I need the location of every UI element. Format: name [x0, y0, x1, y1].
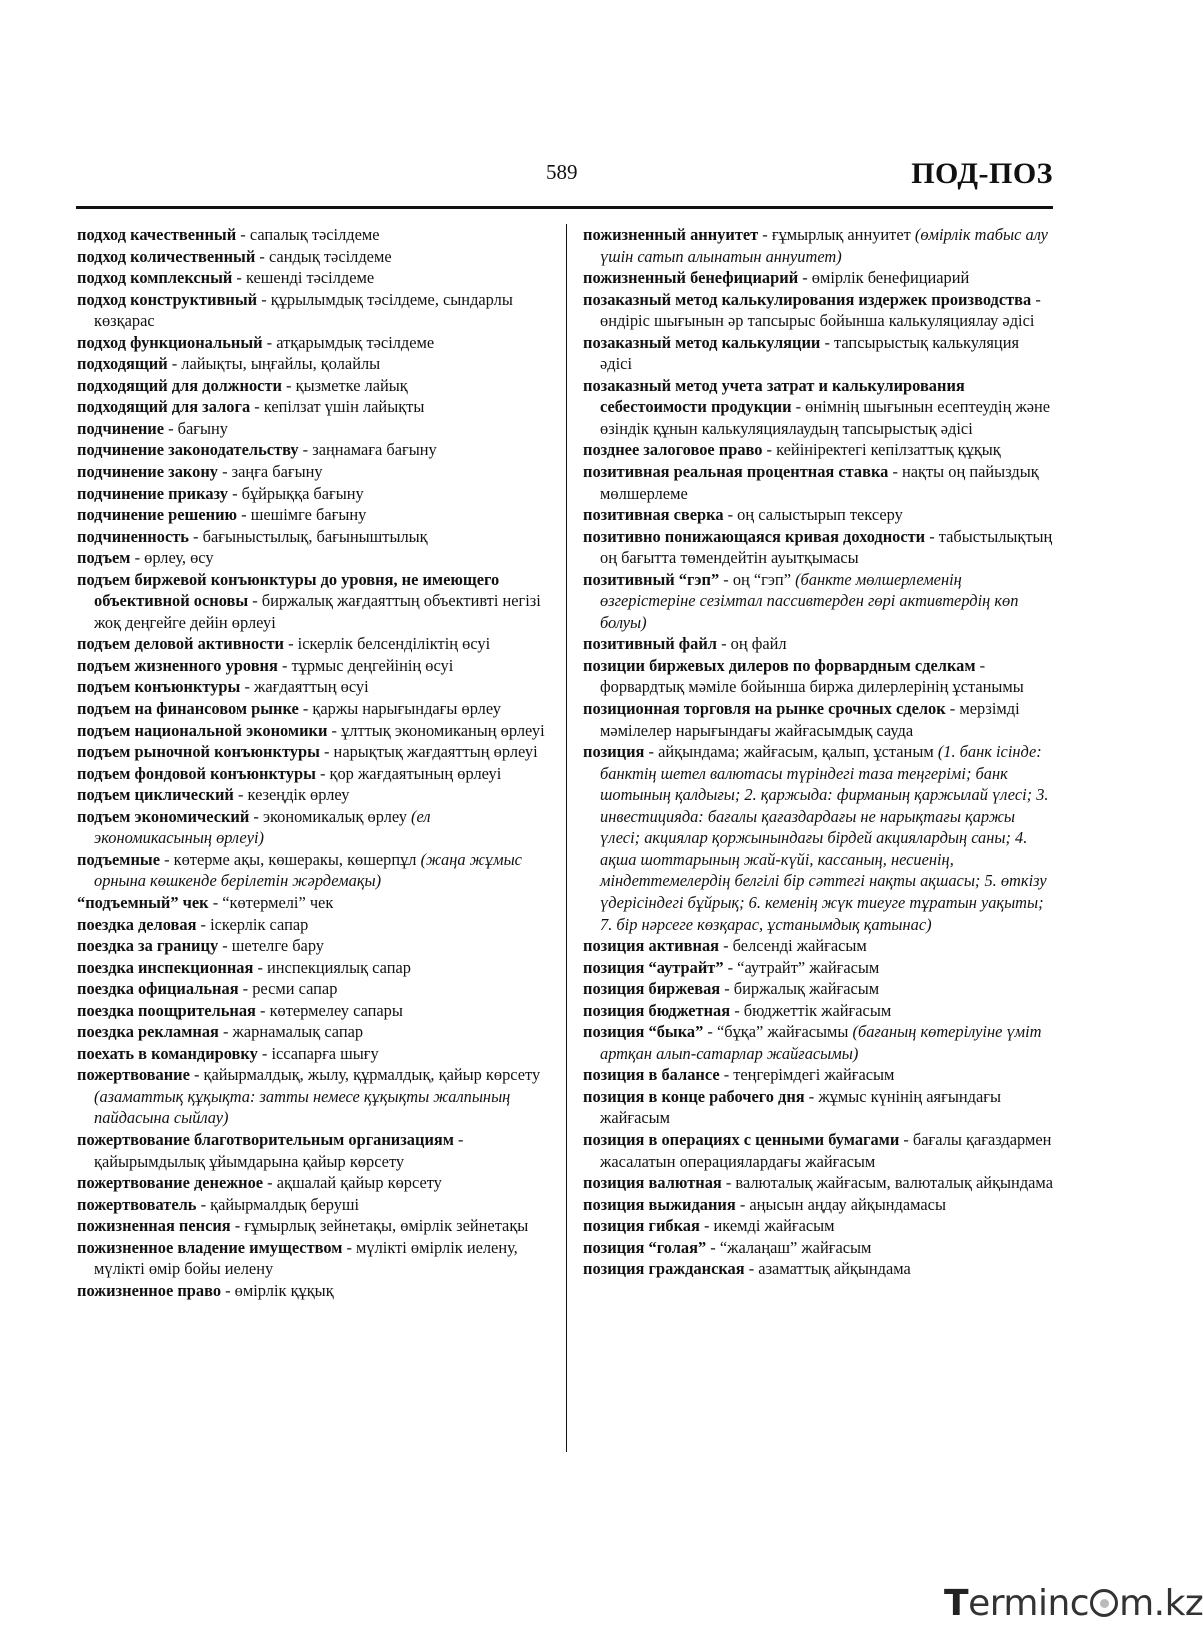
- entry-term: подъем циклический: [77, 785, 234, 805]
- entry-definition: - ғұмырлық аннуитет: [758, 225, 915, 244]
- entry-term: позиция гражданская: [583, 1259, 745, 1279]
- dictionary-entry: [583, 1064, 1053, 1086]
- entry-term: позиция валютная: [583, 1173, 722, 1193]
- entry-term: подъем биржевой конъюнктуры до уровня, не имеющего объективной основы: [77, 569, 500, 611]
- dictionary-entry: [77, 1021, 547, 1043]
- entry-term: позиция “аутрайт”: [583, 957, 724, 977]
- entry-definition: - заңнамаға бағыну: [298, 440, 437, 460]
- dictionary-entry: [77, 914, 547, 936]
- entry-term: подчиненность: [77, 526, 189, 546]
- entry-term: подчинение приказу: [77, 483, 228, 503]
- entry-term: позаказный метод учета затрат и калькулирования себестоимости продукции: [583, 375, 965, 417]
- entry-term: поехать в командировку: [77, 1043, 258, 1063]
- entry-term: пожизненный бенефициарий: [583, 268, 799, 288]
- entry-definition: - “көтермелі” чек: [208, 892, 334, 912]
- dictionary-entry: [583, 504, 1053, 526]
- dictionary-entry: [583, 978, 1053, 1000]
- entry-definition: - нақты оң пайыздық мөлшерлеме: [600, 462, 1039, 503]
- entry-term: позитивно понижающаяся кривая доходности: [583, 526, 926, 546]
- entry-term: позиционная торговля на рынке срочных сделок: [583, 699, 946, 719]
- dictionary-entry: [583, 1172, 1053, 1194]
- entry-definition: - “бұқа” жайғасымы: [703, 1022, 853, 1042]
- dictionary-entry: [583, 526, 1053, 569]
- entry-definition: - нарықтық жағдаяттың өрлеуі: [319, 742, 538, 762]
- entry-term: подъем на финансовом рынке: [77, 699, 299, 719]
- dictionary-entry: [77, 547, 547, 569]
- termincom-logo[interactable]: Terminc m.kz: [944, 1583, 1203, 1624]
- dictionary-entry: [77, 483, 547, 505]
- entry-term: подход конструктивный: [77, 289, 258, 309]
- entry-term: подчинение закону: [77, 462, 218, 482]
- left-column: [77, 224, 547, 1301]
- column-divider: [566, 224, 567, 1452]
- entry-term: поездка деловая: [77, 914, 197, 934]
- dictionary-entry: [77, 806, 547, 849]
- entry-term: подчинение: [77, 418, 165, 438]
- entry-definition: - ғұмырлық зейнетақы, өмірлік зейнетақы: [230, 1216, 529, 1236]
- entry-definition: - мерзімді мәмілелер нарығындағы жайғасымдық сауда: [600, 699, 1020, 740]
- entry-term: подход функциональный: [77, 332, 263, 352]
- entry-term: подход комплексный: [77, 268, 233, 288]
- dictionary-entry: [583, 375, 1053, 440]
- entry-term: пожертвование: [77, 1065, 190, 1085]
- dictionary-entry: [583, 1021, 1053, 1064]
- entry-definition: - қайырмалдық, жылу, құрмалдық, қайыр көрсету: [189, 1065, 541, 1085]
- entry-definition: - атқарымдық тәсілдеме: [262, 332, 435, 352]
- entry-definition: - өмірлік бенефициарий: [798, 268, 970, 288]
- dictionary-entry: [583, 935, 1053, 957]
- dictionary-entry: [77, 224, 547, 246]
- header-rule: [76, 206, 1053, 209]
- dictionary-entry: [583, 439, 1053, 461]
- dictionary-entry: [583, 1237, 1053, 1259]
- dictionary-entry: [77, 676, 547, 698]
- entry-term: подчинение решению: [77, 505, 238, 525]
- dictionary-entry: [77, 978, 547, 1000]
- dictionary-entry: [77, 1064, 547, 1129]
- entry-term: пожизненная пенсия: [77, 1216, 231, 1236]
- entry-definition: - жұмыс күнінің аяғындағы жайғасым: [600, 1086, 1001, 1128]
- entry-definition: - ақшалай қайыр көрсету: [263, 1173, 442, 1193]
- dictionary-entry: [77, 526, 547, 548]
- entry-definition: - көтерме ақы, көшеракы, көшерпұл: [159, 849, 421, 869]
- entry-term: подъем национальной экономики: [77, 720, 328, 740]
- entry-definition: - құрылымдық тәсілдеме, сындарлы көзқарас: [94, 289, 513, 331]
- entry-term: подъем экономический: [77, 806, 250, 826]
- entry-term: позиция выжидания: [583, 1194, 736, 1214]
- entry-term: пожизненное владение имуществом: [77, 1237, 343, 1257]
- dictionary-entry: [77, 957, 547, 979]
- dictionary-entry: [77, 763, 547, 785]
- dictionary-entry: [77, 375, 547, 397]
- dictionary-entry: [77, 1043, 547, 1065]
- entry-term: позиция гибкая: [583, 1216, 700, 1236]
- entry-term: поездка официальная: [77, 979, 239, 999]
- entry-term: пожизненный аннуитет: [583, 225, 759, 244]
- dictionary-entry: [583, 1215, 1053, 1237]
- entry-definition: - іскерлік белсенділіктің өсуі: [283, 634, 491, 654]
- entry-term: поездка инспекционная: [77, 957, 254, 977]
- dictionary-entry: [583, 224, 1053, 267]
- entry-definition: - жарнамалық сапар: [218, 1022, 364, 1042]
- entry-term: позиция бюджетная: [583, 1000, 731, 1020]
- dictionary-entry: [77, 741, 547, 763]
- entry-term: позиция в операциях с ценными бумагами: [583, 1129, 900, 1149]
- entry-definition: - көтермелеу сапары: [255, 1000, 403, 1020]
- dictionary-entry: [583, 289, 1053, 332]
- entry-term: позиция: [583, 742, 645, 762]
- dictionary-entry: [77, 1172, 547, 1194]
- entry-term: позиция “голая”: [583, 1237, 707, 1257]
- dictionary-entry: [77, 1280, 547, 1302]
- entry-definition: - табыстылықтың оң бағытта төмендейтін ауытқымасы: [600, 526, 1053, 568]
- entry-definition: - өнімнің шығынын есептеудің және өзіндік құнын калькуляциялаудың тапсырыстық әдісі: [600, 397, 1051, 438]
- dictionary-entry: [77, 439, 547, 461]
- entry-term: пожертвователь: [77, 1194, 197, 1214]
- entry-term: позаказный метод калькулирования издержек производства: [583, 289, 1032, 309]
- entry-term: позиция активная: [583, 936, 720, 956]
- entry-definition: - қор жағдаятының өрлеуі: [315, 763, 502, 783]
- dictionary-entry: [583, 655, 1053, 698]
- dictionary-entry: [583, 1258, 1053, 1280]
- entry-term: поездка за границу: [77, 936, 219, 956]
- entry-term: пожертвование благотворительным организациям: [77, 1129, 454, 1149]
- entry-definition: - лайықты, ыңғайлы, қолайлы: [167, 354, 381, 374]
- entry-definition: - аңысын аңдау айқындамасы: [735, 1194, 946, 1214]
- entry-note: (азаматтық құқықта: затты немесе құқықты жалпының пайдасына сыйлау): [94, 1086, 511, 1128]
- dictionary-entry: [77, 396, 547, 418]
- dictionary-entry: [77, 892, 547, 914]
- entry-definition: - кепілзат үшін лайықты: [250, 397, 425, 417]
- dictionary-entry: [77, 418, 547, 440]
- dictionary-entry: [77, 332, 547, 354]
- dictionary-entry: [583, 698, 1053, 741]
- entry-definition: - оң салыстырып тексеру: [723, 505, 903, 525]
- dictionary-entry: [583, 1086, 1053, 1129]
- dictionary-entry: [77, 1215, 547, 1237]
- dictionary-entry: [583, 741, 1053, 935]
- entry-term: позитивный файл: [583, 634, 717, 654]
- entry-term: поездка поощрительная: [77, 1000, 256, 1020]
- dictionary-entry: [583, 957, 1053, 979]
- dictionary-entry: [583, 1129, 1053, 1172]
- entry-definition: - экономикалық өрлеу: [249, 806, 412, 826]
- entry-definition: - қайырымдылық ұйымдарына қайыр көрсету: [94, 1129, 464, 1171]
- entry-note: (жаңа жұмыс орнына көшкенде берілетін жәрдемақы): [94, 849, 522, 891]
- dictionary-entry: [77, 289, 547, 332]
- dictionary-entry: [77, 267, 547, 289]
- entry-definition: - бюджеттік жайғасым: [730, 1000, 892, 1020]
- entry-definition: - айқындама; жайғасым, қалып, ұстаным: [644, 742, 938, 762]
- entry-term: подъем рыночной конъюнктуры: [77, 742, 320, 762]
- entry-term: позиция в конце рабочего дня: [583, 1086, 805, 1106]
- page-header-range: ПОД-ПОЗ: [911, 157, 1053, 190]
- dictionary-entry: [77, 353, 547, 375]
- entry-definition: - іссапарға шығу: [257, 1043, 379, 1063]
- entry-term: подчинение законодательству: [77, 440, 299, 460]
- dictionary-entry: [77, 246, 547, 268]
- entry-term: пожертвование денежное: [77, 1173, 264, 1193]
- entry-note: (1. банк ісінде: банктің шетел валютасы түріндегі таза теңгерімі; банк шотының қалдығы; 2. қаржыда: фирманың қаржылай үлесі; 3. инвестицияда: бағалы қағаздардағы не нарықтағы қаржы үлесі; акциялар қоржынындағы бірдей акциялардың саны; 4. ақша шоттарының жай-күйі, кассаның, несиенің, міндеттемелердің белгілі бір сәттегі нақты ақшасы; 5. өткізу үдерісіндегі бұйрық; 6. кеменің жүк тиеуге тұратын уақыты; 7. бір нәрсеге көзқарас, ұстанымдық қатынас): [600, 742, 1049, 934]
- dictionary-entry: [583, 461, 1053, 504]
- entry-definition: - кезеңдік өрлеу: [233, 785, 350, 805]
- entry-definition: - сапалық тәсілдеме: [236, 225, 380, 244]
- entry-definition: - “аутрайт” жайғасым: [723, 957, 880, 977]
- dictionary-entry: [77, 849, 547, 892]
- logo-circle-icon: [1090, 1589, 1118, 1617]
- entry-term: позиции биржевых дилеров по форвардным сделкам: [583, 655, 976, 675]
- entry-definition: - ұлттық экономиканың өрлеуі: [327, 720, 545, 740]
- entry-term: позитивная сверка: [583, 505, 724, 525]
- entry-definition: - өндіріс шығынын әр тапсырыс бойынша калькуляциялау әдісі: [600, 289, 1041, 331]
- entry-definition: - мүлікті өмірлік иелену, мүлікті өмір бойы иелену: [94, 1237, 518, 1279]
- entry-definition: - форвардтық мәміле бойынша биржа дилерлерінің ұстанымы: [600, 655, 1024, 697]
- entry-definition: - шешімге бағыну: [237, 505, 367, 525]
- entry-term: позаказный метод калькуляции: [583, 332, 821, 352]
- entry-definition: - қаржы нарығындағы өрлеу: [298, 699, 501, 719]
- entry-term: позднее залоговое право: [583, 440, 763, 460]
- entry-definition: - инспекциялық сапар: [253, 957, 411, 977]
- entry-definition: - өмірлік құқық: [221, 1280, 334, 1300]
- dictionary-entry: [583, 1000, 1053, 1022]
- dictionary-entry: [77, 935, 547, 957]
- entry-definition: - ресми сапар: [238, 979, 338, 999]
- dictionary-entry: [77, 1237, 547, 1280]
- entry-definition: - биржалық жайғасым: [720, 979, 880, 999]
- entry-note: (ел экономикасының өрлеуі): [94, 806, 431, 848]
- entry-definition: - кешенді тәсілдеме: [232, 268, 375, 288]
- entry-term: подходящий для должности: [77, 375, 282, 395]
- dictionary-entry: [77, 720, 547, 742]
- entry-definition: - бағалы қағаздармен жасалатын операциялардағы жайғасым: [600, 1129, 1052, 1171]
- entry-term: позиция в балансе: [583, 1065, 720, 1085]
- entry-term: позитивный “гэп”: [583, 569, 720, 589]
- entry-term: поездка рекламная: [77, 1022, 219, 1042]
- dictionary-entry: [77, 655, 547, 677]
- entry-note: (бағаның көтерілуіне үміт артқан алып-сатарлар жайғасымы): [600, 1022, 1042, 1063]
- dictionary-entry: [77, 1194, 547, 1216]
- entry-term: пожизненное право: [77, 1280, 222, 1300]
- entry-definition: - кейініректегі кепілзаттық құқық: [762, 440, 1001, 460]
- entry-term: подъем деловой активности: [77, 634, 284, 654]
- entry-term: позитивная реальная процентная ставка: [583, 462, 889, 482]
- dictionary-entry: [583, 1194, 1053, 1216]
- entry-note: (өмірлік табыс алу үшін сатып алынатын аннуитет): [600, 225, 1048, 266]
- entry-term: подходящий для залога: [77, 397, 251, 417]
- dictionary-entry: [77, 569, 547, 634]
- dictionary-entry: [583, 569, 1053, 634]
- page-number: 589: [546, 160, 578, 184]
- dictionary-entry: [77, 1000, 547, 1022]
- entry-definition: - шетелге бару: [218, 936, 324, 956]
- entry-definition: - жағдаяттың өсуі: [240, 677, 369, 697]
- entry-definition: - бағыну: [164, 418, 229, 438]
- entry-term: подходящий: [77, 354, 168, 374]
- entry-definition: - икемді жайғасым: [699, 1216, 835, 1236]
- entry-term: подход качественный: [77, 225, 237, 244]
- entry-definition: - қызметке лайық: [281, 375, 408, 395]
- entry-definition: - қайырмалдық беруші: [196, 1194, 360, 1214]
- entry-definition: - бағыныстылық, бағыныштылық: [188, 526, 428, 546]
- entry-note: (банкте мөлшерлеменің өзгерістеріне сезімтал пассивтерден гөрі активтердің көп болуы): [600, 569, 1019, 632]
- entry-term: “подъемный” чек: [77, 892, 209, 912]
- entry-term: подъем: [77, 548, 131, 568]
- dictionary-entry: [583, 633, 1053, 655]
- right-column: [583, 224, 1053, 1280]
- entry-definition: - тапсырыстық калькуляция әдісі: [600, 332, 1020, 374]
- entry-definition: - оң “гэп”: [719, 569, 796, 589]
- entry-term: подъем фондовой конъюнктуры: [77, 763, 316, 783]
- entry-definition: - заңға бағыну: [217, 462, 323, 482]
- entry-definition: - тұрмыс деңгейінің өсуі: [277, 655, 454, 675]
- entry-definition: - белсенді жайғасым: [719, 936, 867, 956]
- entry-term: подъемные: [77, 849, 160, 869]
- entry-definition: - бұйрыққа бағыну: [227, 483, 364, 503]
- entry-definition: - іскерлік сапар: [196, 914, 309, 934]
- entry-definition: - “жалаңаш” жайғасым: [706, 1237, 872, 1257]
- dictionary-entry: [77, 504, 547, 526]
- entry-definition: - валюталық жайғасым, валюталық айқындама: [721, 1173, 1053, 1193]
- dictionary-entry: [77, 698, 547, 720]
- entry-term: подъем конъюнктуры: [77, 677, 241, 697]
- entry-definition: - биржалық жағдаяттың объективті негізі жоқ деңгейге дейін өрлеуі: [94, 591, 541, 632]
- entry-definition: - өрлеу, өсу: [130, 548, 214, 568]
- entry-term: подход количественный: [77, 246, 256, 266]
- dictionary-entry: [77, 784, 547, 806]
- dictionary-entry: [77, 633, 547, 655]
- dictionary-entry: [77, 1129, 547, 1172]
- dictionary-entry: [583, 267, 1053, 289]
- entry-term: позиция “быка”: [583, 1022, 704, 1042]
- dictionary-entry: [77, 461, 547, 483]
- dictionary-entry: [583, 332, 1053, 375]
- entry-definition: - сандық тәсілдеме: [255, 246, 392, 266]
- entry-definition: - азаматтық айқындама: [744, 1259, 911, 1279]
- entry-definition: - оң файл: [716, 634, 787, 654]
- entry-term: подъем жизненного уровня: [77, 655, 278, 675]
- entry-term: позиция биржевая: [583, 979, 721, 999]
- entry-definition: - теңгерімдегі жайғасым: [719, 1065, 895, 1085]
